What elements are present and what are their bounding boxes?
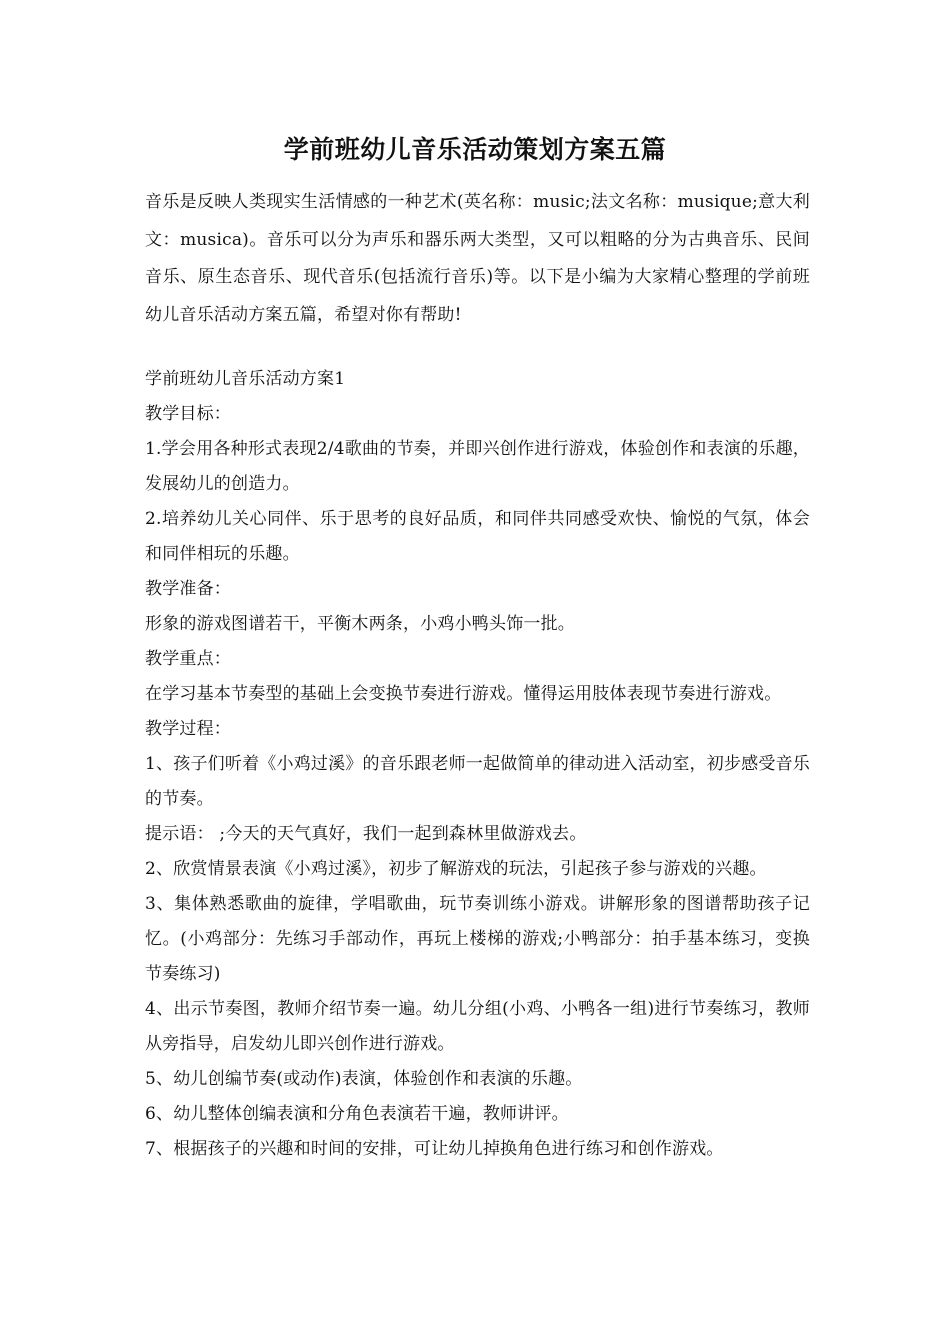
section-heading: 学前班幼儿音乐活动方案1 xyxy=(145,369,346,389)
process-step-2: 2、欣赏情景表演《小鸡过溪》，初步了解游戏的玩法，引起孩子参与游戏的兴趣。 xyxy=(145,859,767,879)
section-1 xyxy=(145,362,810,1167)
focus-label: 教学重点： xyxy=(145,649,231,669)
process-step-4: 4、出示节奏图，教师介绍节奏一遍。幼儿分组(小鸡、小鸭各一组)进行节奏练习，教师从旁指导，启发幼儿即兴创作进行游戏。 xyxy=(145,999,810,1054)
process-step-3: 3、集体熟悉歌曲的旋律，学唱歌曲，玩节奏训练小游戏。讲解形象的图谱帮助孩子记忆。(小鸡部分：先练习手部动作，再玩上楼梯的游戏;小鸭部分：拍手基本练习，变换节奏练习) xyxy=(145,894,810,984)
goal-item-2: 2.培养幼儿关心同伴、乐于思考的良好品质，和同伴共同感受欢快、愉悦的气氛，体会和同伴相玩的乐趣。 xyxy=(145,509,810,564)
goals-label: 教学目标： xyxy=(145,404,231,424)
process-hint: 提示语： ;今天的天气真好，我们一起到森林里做游戏去。 xyxy=(145,824,587,844)
process-step-6: 6、幼儿整体创编表演和分角色表演若干遍，教师讲评。 xyxy=(145,1104,569,1124)
document-title: 学前班幼儿音乐活动策划方案五篇 xyxy=(283,135,667,164)
prep-text: 形象的游戏图谱若干，平衡木两条，小鸡小鸭头饰一批。 xyxy=(145,614,575,634)
process-step-7: 7、根据孩子的兴趣和时间的安排，可让幼儿掉换角色进行练习和创作游戏。 xyxy=(145,1139,724,1159)
intro-block xyxy=(145,184,810,334)
goal-item-1: 1.学会用各种形式表现2/4歌曲的节奏，并即兴创作进行游戏，体验创作和表演的乐趣，发展幼儿的创造力。 xyxy=(145,439,810,494)
prep-label: 教学准备： xyxy=(145,579,231,599)
focus-text: 在学习基本节奏型的基础上会变换节奏进行游戏。懂得运用肢体表现节奏进行游戏。 xyxy=(145,684,782,704)
process-step-5: 5、幼儿创编节奏(或动作)表演，体验创作和表演的乐趣。 xyxy=(145,1069,583,1089)
intro-paragraph: 音乐是反映人类现实生活情感的一种艺术(英名称：music;法文名称：musique;意大利文：musica)。音乐可以分为声乐和器乐两大类型，又可以粗略的分为古典音乐、民间音乐、原生态音乐、现代音乐(包括流行音乐)等。以下是小编为大家精心整理的学前班幼儿音乐活动方案五篇，希望对你有帮助! xyxy=(145,192,810,325)
process-step-1: 1、孩子们听着《小鸡过溪》的音乐跟老师一起做简单的律动进入活动室，初步感受音乐的节奏。 xyxy=(145,754,810,809)
process-label: 教学过程： xyxy=(145,719,231,739)
